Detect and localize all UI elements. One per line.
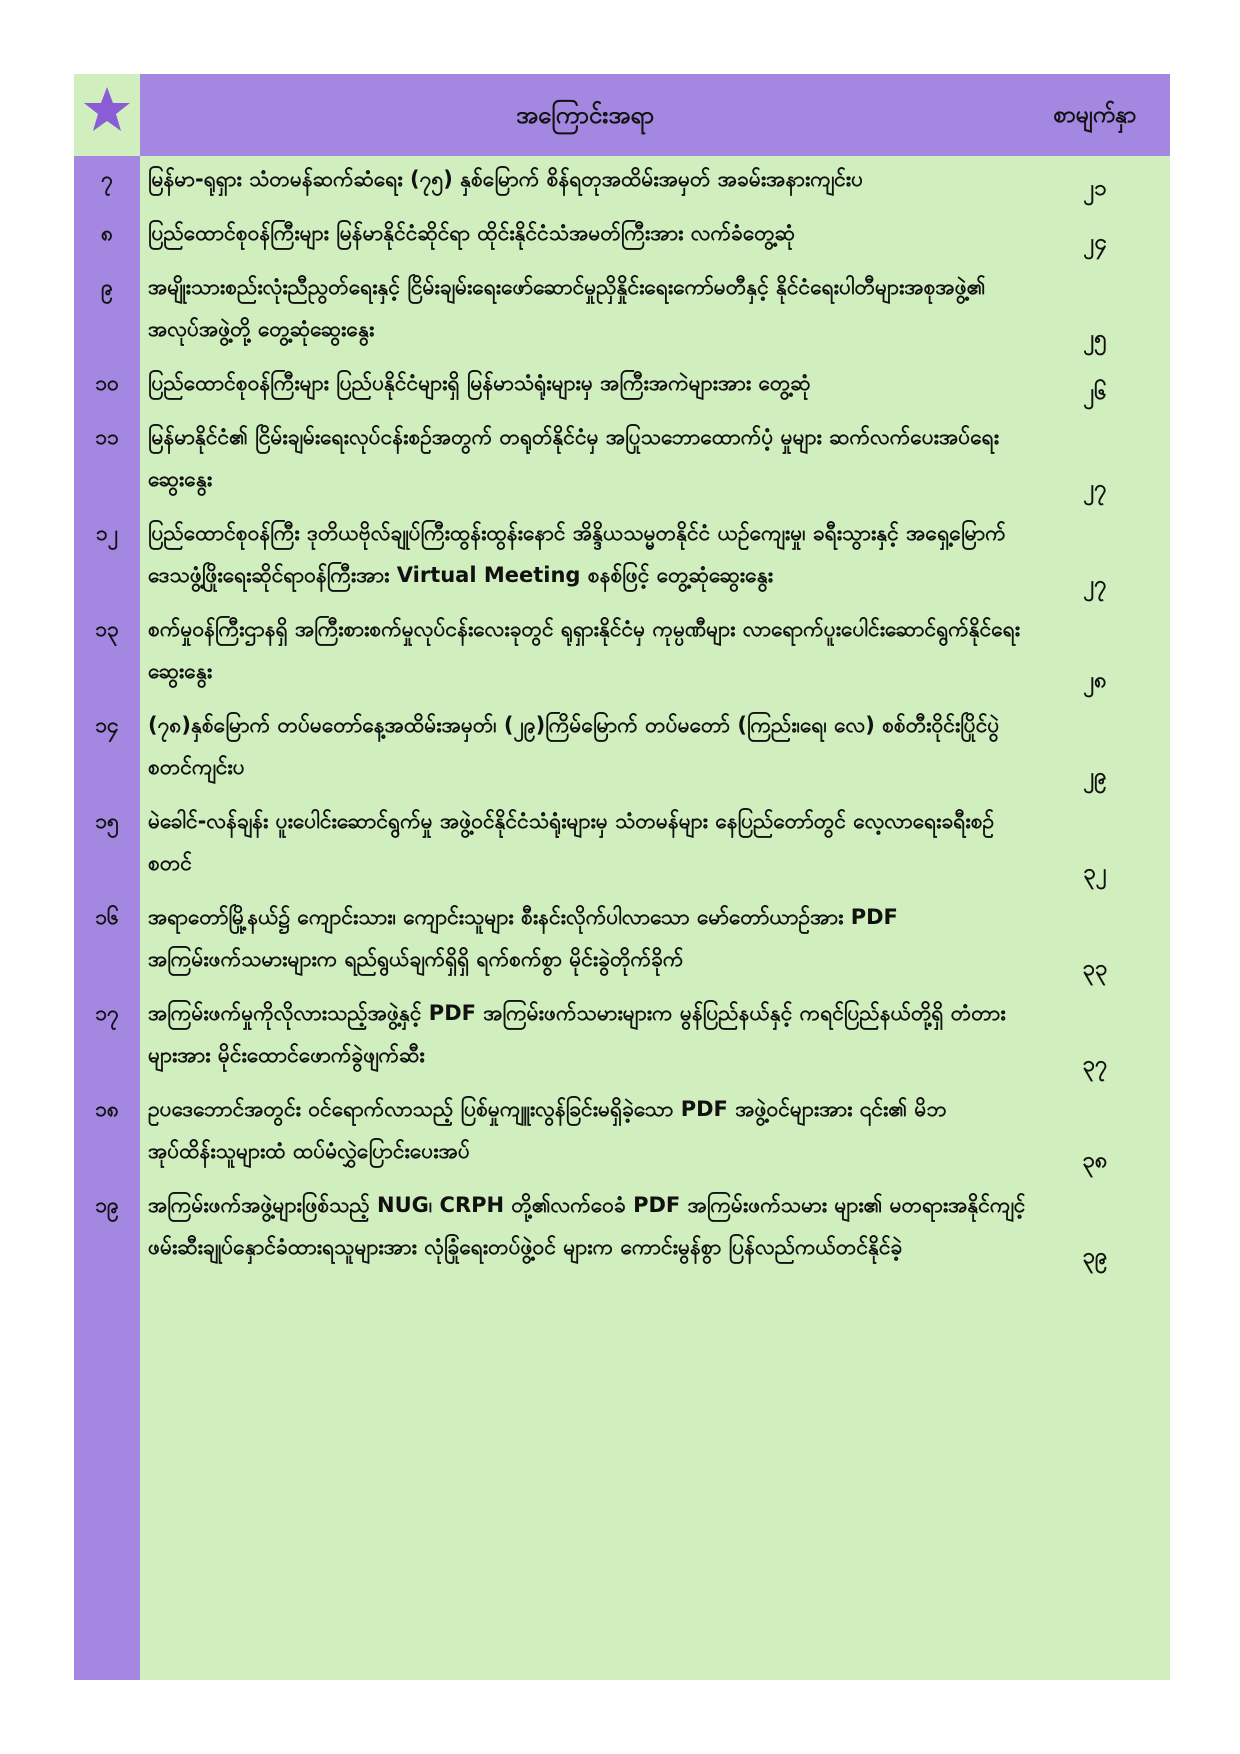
row-number: ၁၁ [95,425,119,449]
toc-row[interactable] [74,512,1170,596]
toc-row[interactable] [74,362,1170,404]
header-title: အကြောင်းအရာ [516,101,654,129]
row-page-number: ၃၈ [1082,1148,1108,1173]
row-number: ၉ [101,275,113,299]
row-title: အကြမ်းဖက်မှုကိုလိုလားသည့်အဖွဲ့နှင့် PDF အကြမ်းဖက်သမားများက မွန်ပြည်နယ်နှင့် ကရင်ပြည်နယ်တို့ရှိ တံတားများအား မိုင်းထောင်ဖောက်ခွဲဖျက်ဆီး [148,1001,1006,1067]
row-title: (၇၈)နှစ်မြောက် တပ်မတော်နေ့အထိမ်းအမှတ်၊ (၂၉)ကြိမ်မြောက် တပ်မတော် (ကြည်း၊ရေ၊ လေ) စစ်တီးဝိုင်းပြိုင်ပွဲ စတင်ကျင်းပ [148,713,1000,779]
row-number: ၁၄ [95,713,119,737]
row-page-number: ၂၄ [1083,230,1107,255]
row-title: အမျိုးသားစည်းလုံးညီညွတ်ရေးနှင့် ငြိမ်းချမ်းရေးဖော်ဆောင်မှုညှိနှိုင်းရေးကော်မတီနှင့် နိုင်ငံရေးပါတီများအစုအဖွဲ့၏ အလုပ်အဖွဲ့တို့ တွေ့ဆုံဆွေးနွေး [148,275,986,341]
row-page-number: ၃၇ [1082,1052,1108,1077]
row-number: ၇ [101,167,113,191]
row-page-number: ၃၂ [1083,860,1107,885]
row-title: ပြည်ထောင်စုဝန်ကြီးများ မြန်မာနိုင်ငံဆိုင်ရာ ထိုင်းနိုင်ငံသံအမတ်ကြီးအား လက်ခံတွေ့ဆုံ [148,221,796,245]
header-page-label: စာမျက်နှာ [1053,102,1137,128]
row-page-number: ၂၁ [1083,176,1107,201]
toc-row[interactable] [74,158,1170,200]
row-title: စက်မှုဝန်ကြီးဌာနရှိ အကြီးစားစက်မှုလုပ်ငန်းလေးခုတွင် ရုရှားနိုင်ငံမှ ကုမ္ပဏီများ လာရောက်ပူးပေါင်းဆောင်ရွက်နိုင်ရေးဆွေးနွေး [148,617,1021,683]
row-number: ၁၈ [95,1097,119,1121]
table-of-contents [74,74,1170,1680]
row-number: ၁၉ [95,1193,119,1217]
toc-header [140,74,1170,156]
toc-row[interactable] [74,212,1170,254]
toc-row[interactable] [74,800,1170,884]
row-title: အကြမ်းဖက်အဖွဲ့များဖြစ်သည့် NUG၊ CRPH တို့၏လက်ဝေခံ PDF အကြမ်းဖက်သမား များ၏ မတရားအနိုင်ကျင့်ဖမ်းဆီးချုပ်နှောင်ခံထားရသူများအား လုံခြုံရေးတပ်ဖွဲ့ဝင် များက ကောင်းမွန်စွာ ပြန်လည်ကယ်တင်နိုင်ခဲ့ [148,1193,1026,1259]
row-title: အရာတော်မြို့နယ်၌ ကျောင်းသား၊ ကျောင်းသူများ စီးနင်းလိုက်ပါလာသော မော်တော်ယာဉ်အား PDF အကြမ်းဖက်သမားများက ရည်ရွယ်ချက်ရှိရှိ ရက်စက်စွာ မိုင်းခွဲတိုက်ခိုက် [148,905,898,971]
row-number: ၁၀ [95,371,119,395]
toc-row[interactable] [74,896,1170,980]
toc-row[interactable] [74,1184,1170,1268]
toc-row[interactable] [74,704,1170,788]
row-title: ပြည်ထောင်စုဝန်ကြီး ဒုတိယဗိုလ်ချုပ်ကြီးထွန်းထွန်းနောင် အိန္ဒိယသမ္မတနိုင်ငံ ယဉ်ကျေးမှု၊ ခရီးသွားနှင့် အရှေ့မြောက်ဒေသဖွံ့ဖြိုးရေးဆိုင်ရာဝန်ကြီးအား Virtual Meeting စနစ်ဖြင့် တွေ့ဆုံဆွေးနွေး [148,521,1006,587]
row-page-number: ၂၇ [1083,572,1107,597]
star-icon [82,85,132,135]
row-number: ၈ [101,221,113,245]
row-title: မြန်မာ-ရုရှား သံတမန်ဆက်ဆံရေး (၇၅) နှစ်မြောက် စိန်ရတုအထိမ်းအမှတ် အခမ်းအနားကျင်းပ [148,167,864,191]
toc-row[interactable] [74,992,1170,1076]
row-number: ၁၅ [95,809,119,833]
toc-row[interactable] [74,1088,1170,1172]
toc-entries [74,158,1170,1280]
row-page-number: ၂၇ [1083,476,1107,501]
row-number: ၁၆ [95,905,119,929]
row-page-number: ၂၆ [1083,380,1107,405]
toc-row[interactable] [74,416,1170,500]
toc-row[interactable] [74,608,1170,692]
row-page-number: ၂၈ [1083,668,1107,693]
row-number: ၁၃ [95,617,119,641]
row-page-number: ၂၉ [1083,764,1107,789]
row-title: မြန်မာနိုင်ငံ၏ ငြိမ်းချမ်းရေးလုပ်ငန်းစဉ်အတွက် တရုတ်နိုင်ငံမှ အပြုသဘောထောက်ပံ့ မှုများ ဆက်လက်ပေးအပ်ရေးဆွေးနွေး [148,425,1000,491]
row-page-number: ၃၉ [1082,1244,1108,1269]
row-title: ပြည်ထောင်စုဝန်ကြီးများ ပြည်ပနိုင်ငံများရှိ မြန်မာသံရုံးများမှ အကြီးအကဲများအား တွေ့ဆုံ [148,371,811,395]
row-page-number: ၂၅ [1083,326,1107,351]
row-number: ၁၇ [95,1001,119,1025]
star-cell [74,74,140,156]
row-title: မဲခေါင်-လန်ချန်း ပူးပေါင်းဆောင်ရွက်မှု အဖွဲ့ဝင်နိုင်ငံသံရုံးများမှ သံတမန်များ နေပြည်တော်တွင် လေ့လာရေးခရီးစဉ်စတင် [148,809,995,875]
toc-row[interactable] [74,266,1170,350]
row-title: ဥပဒေဘောင်အတွင်း ဝင်ရောက်လာသည့် ပြစ်မှုကျူးလွန်ခြင်းမရှိခဲ့သော PDF အဖွဲ့ဝင်များအား ၎င်း၏ မိဘအုပ်ထိန်းသူများထံ ထပ်မံလွှဲပြောင်းပေးအပ် [148,1097,947,1163]
row-page-number: ၃၃ [1082,956,1108,981]
row-number: ၁၂ [95,521,119,545]
